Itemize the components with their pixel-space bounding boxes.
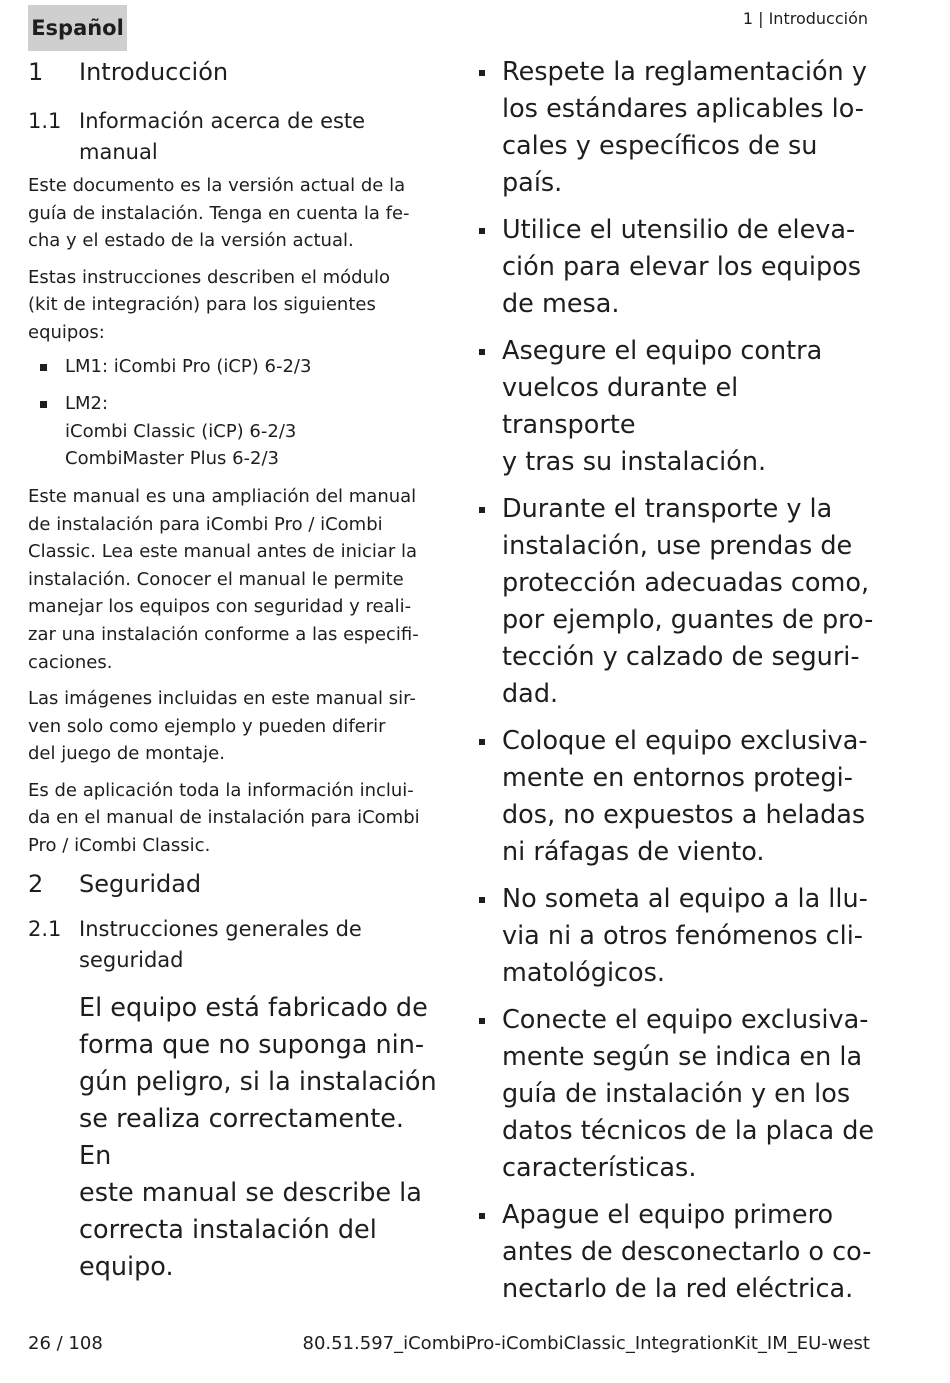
section-title: Instrucciones generales de seguridad [79,916,362,972]
section-number: 2 [28,869,44,898]
list-item: Utilice el utensilio de eleva- ción para elevar los equipos de mesa. [476,212,876,323]
section-title: Seguridad [79,869,202,898]
square-bullet-icon [479,1213,485,1219]
list-item: Respete la reglamentación y los estándares aplicables lo- cales y específicos de su país. [476,54,876,202]
paragraph-applicable-info: Es de aplicación toda la información inclui- da en el manual de instalación para iCombi Pro / iCombi Classic. [28,779,420,857]
square-bullet-icon [479,228,485,234]
list-item: Conecte el equipo exclusiva- mente según se indica en la guía de instalación y en los datos técnicos de la placa de características. [476,1002,876,1187]
list-item: LM1: iCombi Pro (iCP) 6-2/3 [28,353,433,381]
device-list [28,353,433,473]
square-bullet-icon [479,507,485,513]
paragraph-module-description: Estas instrucciones describen el módulo (kit de integración) para los siguientes equipos: [28,266,390,343]
section-1-heading [28,52,433,92]
square-bullet-icon [479,1018,485,1024]
list-item: LM2: iCombi Classic (iCP) 6-2/3 CombiMaster Plus 6-2/3 [28,390,433,473]
section-2-1-heading [28,914,433,976]
list-item: Apague el equipo primero antes de desconectarlo o co- nectarlo de la red eléctrica. [476,1197,876,1308]
section-2-heading [28,864,433,904]
square-bullet-icon [479,739,485,745]
safety-notice: El equipo está fabricado de forma que no suponga nin- gún peligro, si la instalación se realiza correctamente. En este manual se describe la correcta instalación del equipo. [79,992,437,1282]
paragraph-manual-extension: Este manual es una ampliación del manual de instalación para iCombi Pro / iCombi Classic. Lea este manual antes de iniciar la instalación. Conocer el manual le permite manejar los equipos con seguridad y reali- zar una instalación conforme a las especifi- caciones. [28,485,419,673]
left-column [28,52,437,1286]
square-bullet-icon [40,401,47,408]
paragraph-document-version: Este documento es la versión actual de la guía de instalación. Tenga en cuenta la fe- cha y el estado de la versión actual. [28,175,410,252]
section-1-1-heading [28,106,433,168]
running-head: 1 | Introducción [742,9,868,28]
section-title: Información acerca de este manual [79,109,366,164]
list-item: Durante el transporte y la instalación, use prendas de protección adecuadas como, por ejemplo, guantes de pro- tección y calzado de seguri- dad. [476,491,876,713]
right-column [476,52,876,1318]
square-bullet-icon [40,364,47,371]
language-tab: Español [28,5,127,51]
document-id: 80.51.597_iCombiPro-iCombiClassic_IntegrationKit_IM_EU-west [302,1333,870,1354]
square-bullet-icon [479,349,485,355]
section-number: 1.1 [28,109,62,133]
page-number: 26 / 108 [28,1333,103,1354]
list-item: No someta al equipo a la llu- via ni a otros fenómenos cli- matológicos. [476,881,876,992]
section-number: 2.1 [28,916,62,941]
list-item: Coloque el equipo exclusiva- mente en entornos protegi- dos, no expuestos a heladas ni ráfagas de viento. [476,723,876,871]
square-bullet-icon [479,70,485,76]
section-title: Introducción [79,58,229,86]
list-item: Asegure el equipo contra vuelcos durante el transporte y tras su instalación. [476,333,876,481]
paragraph-images-note: Las imágenes incluidas en este manual sir- ven solo como ejemplo y pueden diferir del juego de montaje. [28,688,416,765]
safety-list [476,54,876,1308]
square-bullet-icon [479,897,485,903]
section-number: 1 [28,58,44,86]
